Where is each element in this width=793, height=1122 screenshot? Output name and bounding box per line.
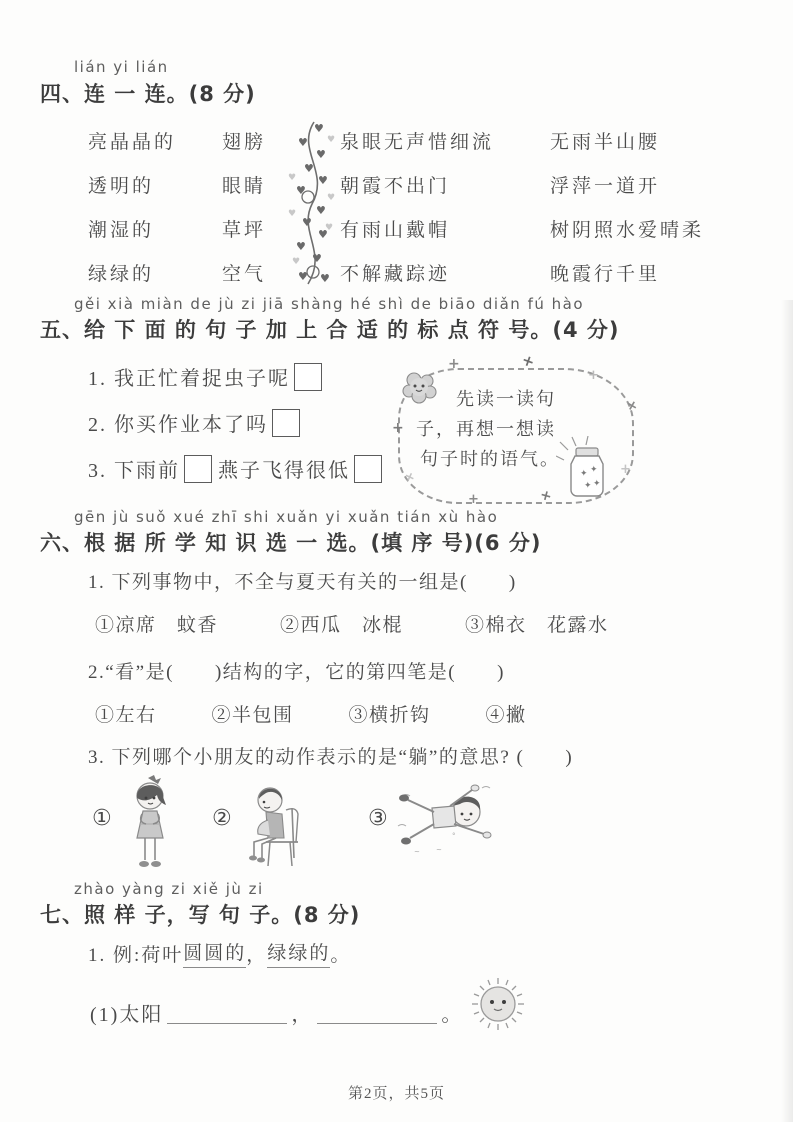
question-1-options bbox=[95, 610, 609, 637]
fill-in-sentence bbox=[90, 998, 463, 1027]
example-underlined: 圆圆的 bbox=[183, 938, 246, 968]
option: ②西瓜 冰棍 bbox=[280, 615, 404, 636]
svg-text:✦: ✦ bbox=[593, 479, 601, 489]
punctuation-sentence-2 bbox=[88, 408, 300, 437]
figure-label: ③ bbox=[368, 806, 388, 831]
sparkle-icon: + bbox=[401, 468, 418, 487]
svg-text:♥: ♥ bbox=[298, 270, 308, 283]
svg-text:♥: ♥ bbox=[302, 216, 312, 229]
match-item: 绿绿的 bbox=[88, 263, 155, 285]
punctuation-box bbox=[272, 409, 300, 437]
svg-text:♥: ♥ bbox=[318, 174, 328, 187]
match-item: 翅膀 bbox=[222, 131, 267, 153]
punctuation-box bbox=[184, 455, 212, 483]
match-column-nouns bbox=[222, 118, 266, 294]
match-item: 朝霞不出门 bbox=[340, 175, 451, 197]
question-2: 2.“看”是( )结构的字，它的第四笔是( ) bbox=[88, 662, 505, 683]
example-underlined: 绿绿的 bbox=[267, 938, 330, 968]
match-item: 浮萍一道开 bbox=[550, 175, 661, 197]
option: ①凉席 蚊香 bbox=[95, 615, 219, 636]
svg-text:✦: ✦ bbox=[584, 481, 592, 491]
match-item: 透明的 bbox=[88, 175, 155, 197]
svg-text:♥: ♥ bbox=[320, 272, 330, 285]
svg-text:♥: ♥ bbox=[316, 204, 326, 217]
punctuation-box bbox=[354, 455, 382, 483]
figure-boy-sitting bbox=[240, 780, 312, 870]
example-comma: ， bbox=[246, 944, 268, 966]
match-item: 潮湿的 bbox=[88, 219, 155, 241]
match-item: 眼睛 bbox=[222, 175, 267, 197]
hint-text-line: 先读一读句 bbox=[456, 389, 556, 409]
section-6-title: 六、根 据 所 学 知 识 选 一 选。(填 序 号)(6 分) bbox=[40, 531, 542, 555]
match-item: 树阴照水爱晴柔 bbox=[550, 219, 705, 241]
sparkle-icon: + bbox=[468, 492, 479, 507]
match-item: 有雨山戴帽 bbox=[340, 219, 451, 241]
option: ④撇 bbox=[485, 705, 527, 726]
svg-text:♥: ♥ bbox=[312, 252, 322, 265]
question-3: 3. 下列哪个小朋友的动作表示的是“躺”的意思? ( ) bbox=[88, 747, 574, 768]
punctuation-sentence-1 bbox=[88, 362, 322, 391]
svg-text:♥: ♥ bbox=[292, 257, 301, 267]
option: ③棉衣 花露水 bbox=[465, 615, 609, 636]
svg-text:♥: ♥ bbox=[288, 173, 297, 183]
sparkle-icon: + bbox=[588, 368, 599, 383]
svg-text:♥: ♥ bbox=[327, 193, 336, 203]
sparkle-icon: + bbox=[519, 350, 538, 372]
sparkle-icon: + bbox=[392, 420, 404, 436]
match-item: 草坪 bbox=[222, 219, 267, 241]
sentence-text: 2. 你买作业本了吗 bbox=[88, 414, 268, 436]
hint-text-line: 子，再想一想读 bbox=[416, 419, 556, 439]
option: ②半包围 bbox=[211, 705, 294, 726]
svg-text:♥: ♥ bbox=[298, 136, 308, 149]
svg-text:♥: ♥ bbox=[304, 162, 314, 175]
page-footer: 第2页，共5页 bbox=[347, 1086, 445, 1102]
match-column-phrases-2 bbox=[550, 118, 704, 294]
svg-text:♥: ♥ bbox=[288, 209, 297, 219]
option: ①左右 bbox=[95, 705, 157, 726]
match-item: 无雨半山腰 bbox=[550, 131, 661, 153]
example-prefix: 1. 例:荷叶 bbox=[88, 944, 184, 966]
sentence-text: 1. 我正忙着捉虫子呢 bbox=[88, 368, 290, 390]
answer-blank bbox=[167, 1001, 287, 1024]
svg-text:°: ° bbox=[452, 832, 456, 840]
svg-text:♥: ♥ bbox=[316, 148, 326, 161]
sentence-comma: ， bbox=[291, 1004, 314, 1026]
sun-icon bbox=[466, 972, 530, 1036]
figure-girl-standing bbox=[120, 774, 180, 872]
svg-text:~: ~ bbox=[414, 848, 420, 856]
section-6-pinyin: gēn jù suǒ xué zhī shi xuǎn yi xuǎn tián xù hào bbox=[74, 508, 499, 526]
section-5-pinyin: gěi xià miàn de jù zi jiā shàng hé shì de biāo diǎn fú hào bbox=[74, 295, 585, 313]
match-column-phrases bbox=[340, 118, 494, 294]
sparkle-icon: + bbox=[622, 396, 641, 416]
section-4-title: 四、连 一 连。(8 分) bbox=[40, 82, 256, 106]
section-4-pinyin: lián yi lián bbox=[74, 58, 169, 76]
section-7-pinyin: zhào yàng zi xiě jù zi bbox=[74, 880, 264, 898]
figure-label: ② bbox=[212, 806, 232, 831]
match-column-adjectives bbox=[88, 118, 176, 294]
section-5-title: 五、给 下 面 的 句 子 加 上 合 适 的 标 点 符 号。(4 分) bbox=[40, 318, 620, 342]
question-2-options bbox=[95, 700, 527, 727]
svg-text:♥: ♥ bbox=[318, 228, 328, 241]
hint-text-line: 句子时的语气。 bbox=[420, 449, 560, 469]
sentence-prefix: (1)太阳 bbox=[90, 1004, 164, 1026]
svg-text:♥: ♥ bbox=[327, 135, 336, 145]
match-item: 泉眼无声惜细流 bbox=[340, 131, 495, 153]
match-item: 空气 bbox=[222, 263, 267, 285]
svg-text:~: ~ bbox=[436, 846, 442, 854]
question-1: 1. 下列事物中，不全与夏天有关的一组是( ) bbox=[88, 572, 517, 593]
figure-boy-lying bbox=[392, 782, 496, 860]
star-mascot-icon bbox=[400, 370, 440, 408]
punctuation-sentence-3 bbox=[88, 454, 382, 483]
sentence-end: 。 bbox=[441, 1004, 464, 1026]
match-item: 不解藏踪迹 bbox=[340, 263, 451, 285]
sentence-text: 3. 下雨前 bbox=[88, 460, 180, 482]
sparkle-icon: + bbox=[448, 356, 460, 372]
svg-text:♥: ♥ bbox=[314, 122, 324, 135]
example-sentence bbox=[88, 938, 351, 968]
vine-decoration-icon bbox=[282, 118, 336, 290]
option: ③横折钩 bbox=[348, 705, 431, 726]
svg-text:♥: ♥ bbox=[296, 184, 306, 197]
punctuation-box bbox=[294, 363, 322, 391]
svg-text:✦: ✦ bbox=[580, 469, 588, 479]
sparkle-icon: + bbox=[538, 486, 554, 506]
scan-edge-shadow bbox=[781, 300, 793, 1122]
sentence-text: 燕子飞得很低 bbox=[218, 460, 350, 482]
match-item: 亮晶晶的 bbox=[88, 131, 177, 153]
svg-text:♥: ♥ bbox=[325, 223, 334, 233]
answer-blank bbox=[317, 1001, 437, 1024]
figure-label: ① bbox=[92, 806, 112, 831]
match-item: 晚霞行千里 bbox=[550, 263, 661, 285]
section-7-title: 七、照 样 子，写 句 子。(8 分) bbox=[40, 903, 361, 927]
svg-text:♥: ♥ bbox=[296, 240, 306, 253]
svg-text:✦: ✦ bbox=[590, 465, 598, 475]
star-jar-icon bbox=[556, 436, 614, 502]
sparkle-icon: + bbox=[620, 462, 631, 477]
example-end: 。 bbox=[330, 944, 352, 966]
